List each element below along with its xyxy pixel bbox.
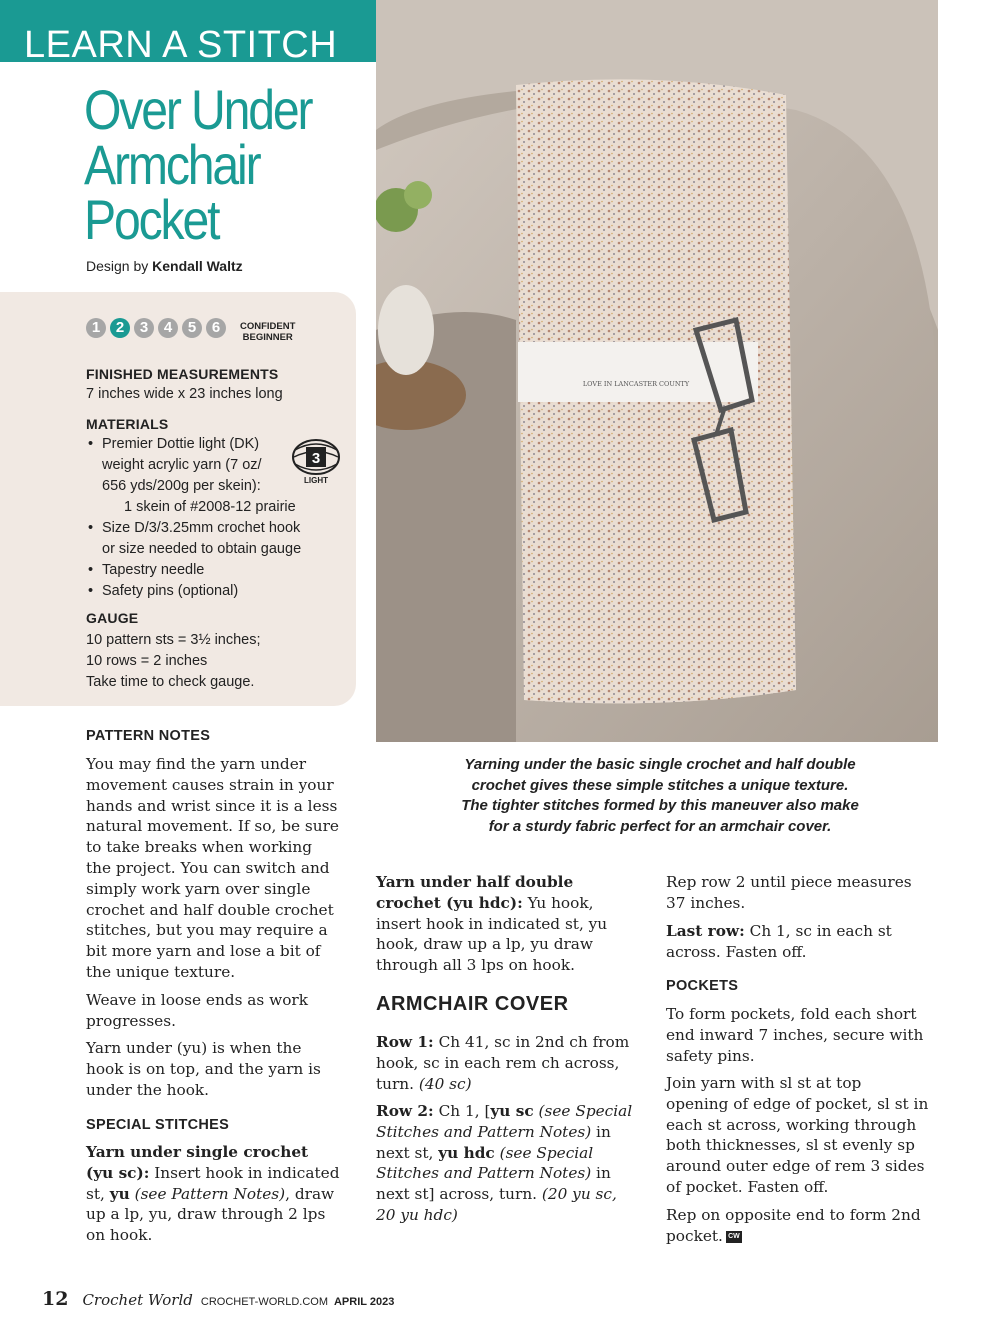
row-1-text: turn. <box>376 1074 419 1093</box>
row-1-text: Ch 41, sc in 2nd ch from <box>433 1033 630 1051</box>
gauge-heading: GAUGE <box>86 610 139 626</box>
row-1-instructions <box>376 1032 629 1094</box>
last-row-text: across. Fasten off. <box>666 942 807 961</box>
row-2-text: in <box>591 1122 611 1141</box>
yarn-weight-icon <box>291 438 341 476</box>
pockets-p1 <box>666 1004 923 1066</box>
last-row-label: Last row: <box>666 922 745 940</box>
pn-p1-line: the project. You can switch and <box>86 858 330 877</box>
pn-p1-line: bit more yarn and lose a bit of <box>86 942 321 961</box>
pockets-line: around outer edge of rem 3 sides <box>666 1157 925 1176</box>
skill-level-label <box>240 321 295 343</box>
yu-sc-abbr: (yu sc): <box>86 1163 150 1182</box>
row-2-yu-sc: yu sc <box>490 1102 534 1120</box>
row-2-text: in <box>591 1164 611 1183</box>
pn-p1-line: movement causes strain in your <box>86 775 334 794</box>
gauge-line3: Take time to check gauge. <box>86 674 255 690</box>
designer-prefix: Design by <box>86 258 149 274</box>
row-2-label: Row 2: <box>376 1102 434 1120</box>
pockets-line: of pocket. Fasten off. <box>666 1177 829 1196</box>
section-banner-text: LEARN A STITCH <box>24 24 338 66</box>
material-item-pins: • Safety pins (optional) <box>88 581 238 602</box>
finished-heading: FINISHED MEASUREMENTS <box>86 366 279 382</box>
yarn-weight-number: 3 <box>311 450 321 467</box>
row-2-note: Stitches and Pattern Notes) <box>376 1164 592 1183</box>
row-2-text: Ch 1, [ <box>433 1102 491 1120</box>
pockets-line: safety pins. <box>666 1046 755 1065</box>
special-stitches-heading: SPECIAL STITCHES <box>86 1117 230 1133</box>
row-2-note: (see Special <box>533 1102 633 1120</box>
row-1-count: (40 sc) <box>418 1074 472 1093</box>
pattern-notes-p1 <box>86 754 339 983</box>
yu-sc-text: Insert hook in indicated <box>149 1163 340 1182</box>
row-2-count: (20 yu sc, <box>541 1185 617 1204</box>
yu-hdc-text: insert hook in indicated st, yu <box>376 914 608 933</box>
pockets-p3 <box>666 1205 921 1247</box>
pattern-notes-heading: PATTERN NOTES <box>86 728 211 744</box>
magazine-site: CROCHET-WORLD.COM <box>200 1296 328 1308</box>
row-2-count: 20 yu hdc) <box>376 1205 458 1224</box>
row-2-text: next st] across, turn. <box>376 1185 542 1204</box>
armchair-cover-heading: ARMCHAIR COVER <box>376 993 569 1015</box>
page-number: 12 <box>42 1288 69 1310</box>
caption-line2: crochet gives these simple stitches a unique texture. <box>471 776 849 794</box>
material-item-needle: • Tapestry needle <box>88 560 204 581</box>
pn-p1-line: natural movement. If so, be sure <box>86 817 339 836</box>
material-hook-line2: or size needed to obtain gauge <box>102 541 302 557</box>
yu-sc-text: up a lp, yu, draw through 2 lps <box>86 1205 326 1224</box>
pn-p1-line: hands and wrist since it is a less <box>86 796 338 815</box>
pattern-notes-p3 <box>86 1038 321 1100</box>
yu-sc-term: Yarn under single crochet <box>86 1143 309 1161</box>
material-item-yarn: • Premier Dottie light (DK) weight acrylic yarn (7 oz/ 656 yds/200g per skein): 1 skein of #2008-12 prairie <box>88 434 288 518</box>
materials-heading: MATERIALS <box>86 416 169 432</box>
skill-level-2: 2 <box>110 318 130 338</box>
pockets-line: Join yarn with sl st at top <box>666 1074 862 1092</box>
yu-hdc-text: Yu hook, <box>522 893 594 912</box>
pn-p3-line: Yarn under (yu) is when the <box>86 1039 302 1057</box>
yu-sc-text: st, <box>86 1184 110 1203</box>
pn-p1-line: simply work yarn over single <box>86 879 311 898</box>
yu-sc-text: on hook. <box>86 1226 153 1245</box>
pn-p1-line: stitches, but you may require a <box>86 921 328 940</box>
yu-sc-note: (see Pattern Notes) <box>129 1184 286 1203</box>
yarn-weight-label: LIGHT <box>304 476 328 485</box>
caption-line4: for a sturdy fabric perfect for an armchair cover. <box>488 817 832 835</box>
row-2-note: (see Special <box>494 1143 594 1162</box>
skill-level-6: 6 <box>206 318 226 338</box>
yu-sc-text: , draw <box>285 1184 335 1203</box>
title-line-1: Over Under <box>84 78 312 141</box>
caption-line1: Yarning under the basic single crochet and half double <box>464 756 856 773</box>
pn-p1-line: the unique texture. <box>86 962 236 981</box>
pn-p2-line: Weave in loose ends as work <box>86 991 309 1009</box>
skill-level-1: 1 <box>86 318 106 338</box>
pockets-line: both thicknesses, sl st evenly sp <box>666 1136 915 1155</box>
yu-hdc-text: through all 3 lps on hook. <box>376 956 575 975</box>
section-banner <box>0 0 376 66</box>
pn-p3-line: under the hook. <box>86 1080 210 1099</box>
pockets-line: To form pockets, fold each short <box>666 1005 917 1023</box>
designer-name: Kendall Waltz <box>152 258 243 274</box>
material-needle-line: Tapestry needle <box>102 562 205 578</box>
project-photo <box>376 0 938 742</box>
gauge-line2: 10 rows = 2 inches <box>86 653 208 669</box>
yu-hdc-term: Yarn under half double <box>376 873 574 891</box>
yu-hdc-term: crochet (yu hdc): <box>376 893 523 912</box>
skill-level-5: 5 <box>182 318 202 338</box>
pockets-p2 <box>666 1073 928 1198</box>
pn-p1-line: to take breaks when working <box>86 838 313 857</box>
skill-label-line2: BEGINNER <box>242 332 293 343</box>
finished-text: 7 inches wide x 23 inches long <box>86 386 283 402</box>
pockets-line: each st across, working through <box>666 1115 917 1134</box>
material-yarn-line4: 1 skein of #2008-12 prairie <box>124 499 296 515</box>
photo-caption <box>430 755 890 837</box>
skill-level-3: 3 <box>134 318 154 338</box>
material-yarn-line1: Premier Dottie light (DK) <box>102 436 260 452</box>
row-2-text: next st, <box>376 1143 439 1162</box>
issue-date: APRIL 2023 <box>333 1296 395 1308</box>
pockets-line: end inward 7 inches, secure with <box>666 1025 924 1044</box>
material-pins-line: Safety pins (optional) <box>102 583 239 599</box>
pn-p1-line: crochet and half double crochet <box>86 900 334 919</box>
row-1-label: Row 1: <box>376 1033 434 1051</box>
last-row-instructions <box>666 921 892 963</box>
pn-p2-line: progresses. <box>86 1011 176 1030</box>
armchair-photo-illustration <box>376 0 938 742</box>
pn-p3-line: hook is on top, and the yarn is <box>86 1059 321 1078</box>
row-2-instructions <box>376 1101 632 1226</box>
repeat-instructions <box>666 872 912 914</box>
last-row-text: Ch 1, sc in each st <box>744 922 892 940</box>
skill-level-4: 4 <box>158 318 178 338</box>
title-line-3: Pocket <box>84 188 219 251</box>
row-1-text: hook, sc in each rem ch across, <box>376 1053 620 1072</box>
yu-hdc-definition <box>376 872 607 976</box>
designer-credit <box>86 258 243 274</box>
material-yarn-line3: 656 yds/200g per skein): <box>102 478 261 494</box>
material-item-hook: • Size D/3/3.25mm crochet hook or size needed to obtain gauge <box>88 518 301 560</box>
material-yarn-line2: weight acrylic yarn (7 oz/ <box>102 457 262 473</box>
page-footer <box>42 1288 394 1310</box>
pockets-line: Rep on opposite end to form 2nd <box>666 1206 921 1224</box>
pockets-heading: POCKETS <box>666 978 739 994</box>
material-hook-line1: Size D/3/3.25mm crochet hook <box>102 520 301 536</box>
pockets-line: opening of edge of pocket, sl st in <box>666 1094 929 1113</box>
end-mark-icon: CW <box>726 1231 742 1243</box>
pattern-notes-p2 <box>86 990 308 1032</box>
skill-label-line1: CONFIDENT <box>240 321 296 332</box>
pockets-line: pocket. <box>666 1226 723 1245</box>
row-2-yu-hdc: yu hdc <box>438 1143 495 1162</box>
pn-p1-line: You may find the yarn under <box>86 755 307 773</box>
repeat-text: 37 inches. <box>666 893 746 912</box>
repeat-text: Rep row 2 until piece measures <box>666 873 912 891</box>
yu-sc-definition <box>86 1142 340 1246</box>
gauge-text <box>86 630 261 693</box>
title-line-2: Armchair <box>84 133 260 196</box>
yu-sc-yu: yu <box>109 1184 130 1203</box>
caption-line3: The tighter stitches formed by this maneuver also make <box>461 797 859 814</box>
magazine-name: Crochet World <box>82 1291 193 1309</box>
row-2-note: Stitches and Pattern Notes) <box>376 1122 592 1141</box>
gauge-line1: 10 pattern sts = 3½ inches; <box>86 632 261 648</box>
page-title <box>84 78 333 251</box>
yu-hdc-text: hook, draw up a lp, yu draw <box>376 935 594 954</box>
book-text: LOVE IN LANCASTER COUNTY <box>582 380 690 388</box>
